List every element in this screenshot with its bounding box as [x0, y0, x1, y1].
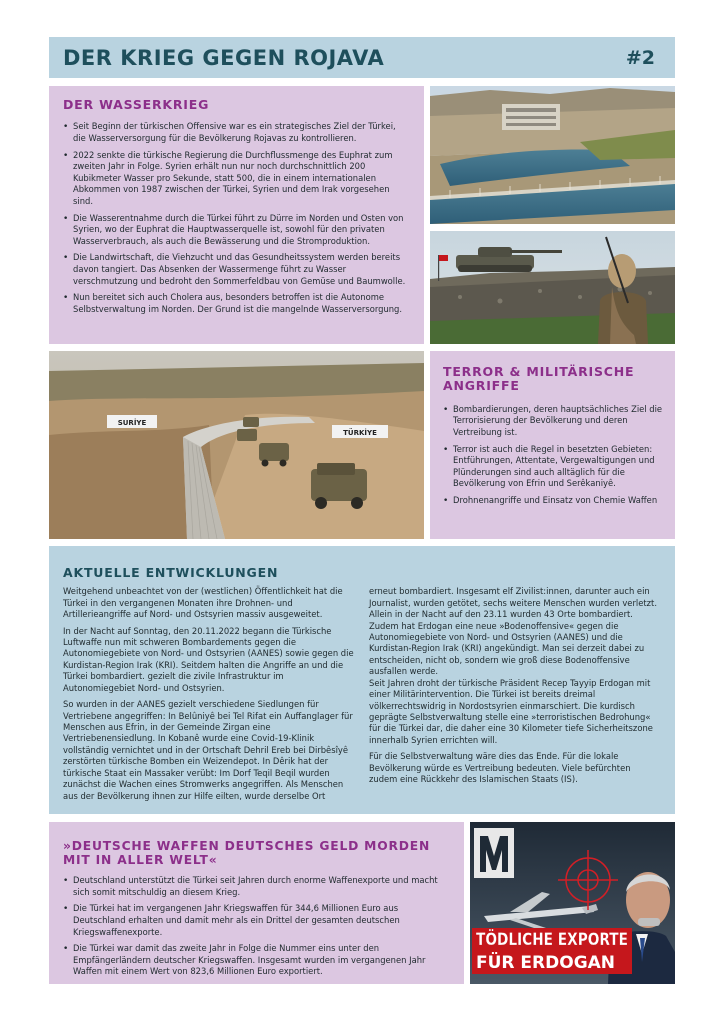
list-item: • Die Landwirtschaft, die Viehzucht und das Gesundheitssystem werden bereits davon tangiert. Das Absenken der Wassermenge führt zu Wasser verschmutzung und bedroht den Sommerfeldbau von Gemüse und Baumwolle. — [63, 252, 411, 287]
dam-photo — [430, 86, 675, 224]
paragraph: Für die Selbstverwaltung wäre dies das Ende. Für die lokale Bevölkerung würde es Vertreibung bedeuten. Viele befürchten zudem eine Rückkehr des Islamischen Staats (IS). — [369, 751, 631, 785]
german-weapons-list — [63, 875, 451, 978]
list-item: • Seit Beginn der türkischen Offensive war es ein strategisches Ziel der Türkei, die Wasserversorgung für die Bevölkerung Rojavas zu kontrollieren. — [63, 121, 411, 144]
current-developments-title: AKTUELLE ENTWICKLUNGEN — [63, 565, 279, 580]
list-item: • Bombardierungen, deren hauptsächliches Ziel die Terrorisierung der Bevölkerung und deren Vertreibung ist. — [443, 404, 664, 439]
list-item: • 2022 senkte die türkische Regierung die Durchflussmenge des Euphrat zum zweiten Jahr in Folge. Syrien erhält nun nur noch durchschnittlich 200 Kubikmeter Wasser pro Sekunde, statt 500, die in einem internationalen Abkommen von 1987 zwischen der Türkei, Syrien und dem Irak vorgesehen sind. — [63, 150, 411, 208]
border-wall-photo — [49, 351, 424, 539]
list-item: • Die Türkei war damit das zweite Jahr in Folge die Nummer eins unter den Empfängerländern deutscher Kriegswaffen. Insgesamt wurden im vergangenen Jahr Waffen mit einem Wert von 823,6 Millionen Euro exportiert. — [63, 943, 451, 978]
terror-list — [443, 404, 664, 507]
label-suriye: SURİYE — [117, 419, 147, 427]
headline-line-2: FÜR ERDOGAN — [476, 953, 616, 973]
list-item: • Deutschland unterstützt die Türkei seit Jahren durch enorme Waffenexporte und macht sich somit mitschuldig an diesem Krieg. — [63, 875, 451, 898]
water-war-list — [63, 121, 411, 315]
tank-photo — [430, 231, 675, 344]
list-item: • Terror ist auch die Regel in besetzten Gebieten: Entführungen, Attentate, Vergewaltigungen und Plünderungen sind auch alltäglich für die Bevölkerung von Efrin und Serêkaniyê. — [443, 444, 664, 490]
paragraph: erneut bombardiert. Insgesamt elf Zivilist:innen, darunter auch ein Journalist, wurden getötet, sechs weitere Menschen wurden verletzt. Allein in der Nacht auf den 23.11 wurden 43 Orte bombardiert. Zudem hat Erdogan eine neue »Bodenoffensive« gegen die Autonomiegebiete von Nord- und Ostsyrien (AANES) und die Kurdistan-Region Irak (KRI) angekündigt. Man sei derzeit dabei zu entscheiden, nicht ob, sondern wie groß diese Bodenoffensive ausfallen werde. Seit Jahren droht der türkische Präsident Recep Tayyip Erdogan mit einer Militärintervention. Die Türkei ist bereits dreimal völkerrechtswidrig in Nordostsyrien einmarschiert. Die kurdisch geprägte Selbstverwaltung stelle eine »terroristischen Bedrohung« für die Türkei dar, die daher eine 30 Kilometer tiefe Sicherheitszone innerhalb Syrien errichten will. — [369, 586, 658, 745]
page-title: DER KRIEG GEGEN ROJAVA — [63, 45, 385, 70]
terror-title: TERROR & MILITÄRISCHE ANGRIFFE — [443, 364, 635, 394]
paragraph: Weitgehend unbeachtet von der (westlichen) Öffentlichkeit hat die Türkei in den vergangenen Monaten ihre Drohnen- und Artillerieangriffe auf Nord- und Ostsyrien massiv ausgeweitet. — [63, 586, 343, 620]
headline-line-1: TÖDLICHE EXPORTE — [476, 930, 665, 950]
paragraph: So wurden in der AANES gezielt verschiedene Siedlungen für Vertriebene angegriffen: In Belûniyê bei Tel Rifat ein Auffanglager für Menschen aus Efrin, in der Gemeinde Zirgan eine Vertriebenensiedlung. In Kobanê wurde eine Covid-19-Klinik vollständig vernichtet und in der Ortschaft Dehril Ereb bei Dirbêsîyê zerstörten türkische Bomben ein Weizendepot. In Dêrik hat der türkische Staat ein Massaker verübt: Im Dorf Teqil Beqil wurden zunächst die Wachen eines Stromwerks angegriffen. Als Menschen aus der Bevölkerung ihnen zur Hilfe eilten, wurde derselbe Ort — [63, 699, 353, 801]
water-war-section — [49, 86, 424, 344]
deadly-exports-image — [470, 822, 675, 984]
paragraph: In der Nacht auf Sonntag, den 20.11.2022 begann die Türkische Luftwaffe nun mit schweren Bombardements gegen die Autonomiegebiete von Nord- und Ostsyrien (AANES) sowie gegen die Kurdistan-Region Irak (KRI). Seitdem halten die Angriffe an und die Türkei bombardiert. gezielt die zivile Infrastruktur im Autonomiegebiet Nord- und Ostsyrien. — [63, 625, 354, 693]
list-item: • Die Wasserentnahme durch die Türkei führt zu Dürre im Norden und Osten von Syrien, wo der Euphrat die Hauptwasserquelle ist, sowohl für den privaten Wasserverbrauch, als auch die Bewässerung und die Stromproduktion. — [63, 213, 411, 248]
german-weapons-title: »DEUTSCHE WAFFEN DEUTSCHES GELD MORDEN MIT IN ALLER WELT« — [63, 839, 431, 868]
current-developments-section — [49, 546, 675, 814]
terror-section — [430, 351, 675, 539]
list-item: • Nun bereitet sich auch Cholera aus, besonders betroffen ist die Autonome Selbstverwaltung im Norden. Der Grund ist die mangelnde Wasserversorgung. — [63, 292, 411, 315]
german-weapons-section — [49, 822, 464, 984]
label-turkiye: TÜRKİYE — [343, 429, 377, 437]
left-column — [63, 586, 355, 807]
right-column — [369, 586, 661, 807]
issue-number: #2 — [625, 46, 655, 69]
list-item: • Die Türkei hat im vergangenen Jahr Kriegswaffen für 344,6 Millionen Euro aus Deutschland erhalten und damit mehr als ein Drittel der gesamten deutschen Kriegswaffenexporte. — [63, 903, 451, 938]
water-war-title: DER WASSERKRIEG — [63, 97, 210, 112]
list-item: • Drohnenangriffe und Einsatz von Chemie Waffen — [443, 495, 664, 507]
page-header — [49, 37, 675, 78]
